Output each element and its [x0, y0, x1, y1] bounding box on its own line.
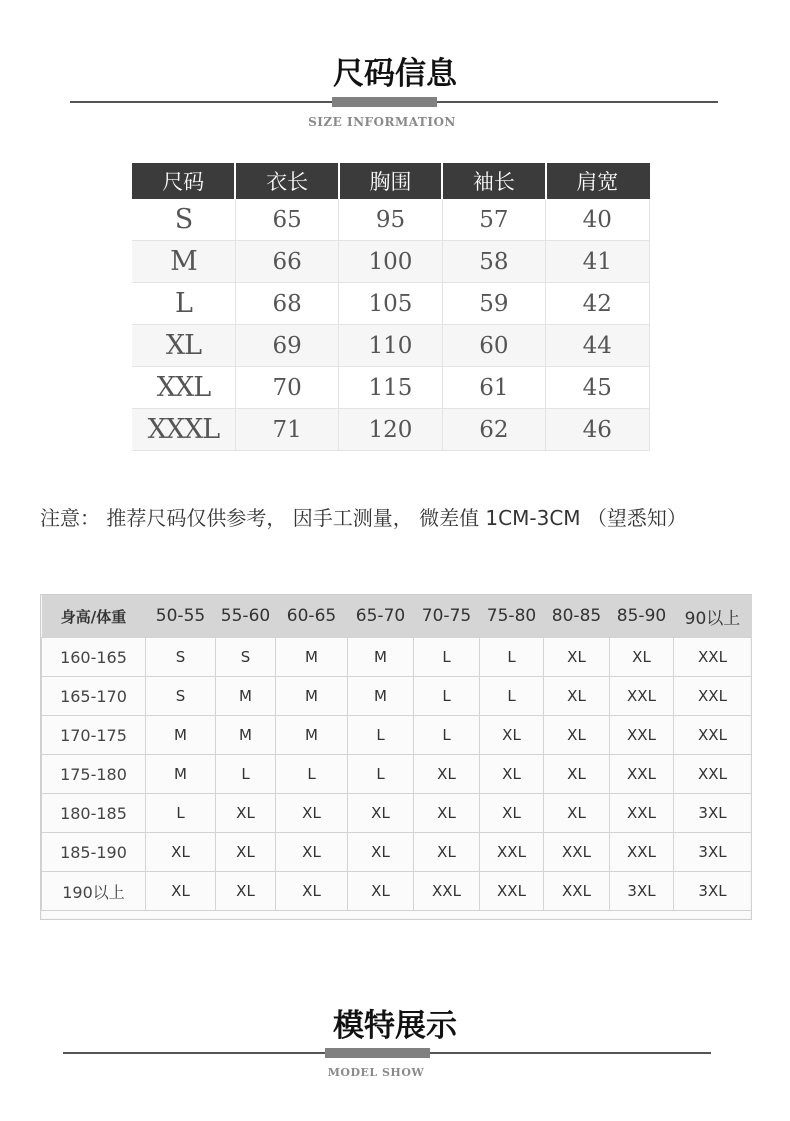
size-cell: XL [146, 872, 216, 911]
size-cell: M [132, 241, 235, 283]
sleeve-cell: 61 [442, 367, 545, 409]
size-cell: L [146, 794, 216, 833]
size-cell: XXL [544, 872, 610, 911]
recommendation-header-row [42, 595, 752, 638]
size-cell: S [132, 199, 235, 241]
size-cell: L [132, 283, 235, 325]
length-cell: 66 [235, 241, 338, 283]
size-cell: M [216, 716, 276, 755]
size-cell: M [276, 638, 348, 677]
table-row [132, 409, 649, 451]
height-cell: 165-170 [42, 677, 146, 716]
sleeve-cell: 58 [442, 241, 545, 283]
header-length: 衣长 [235, 163, 338, 199]
model-section-title: 模特展示 [333, 1008, 457, 1044]
table-row [42, 872, 752, 911]
size-cell: L [348, 755, 414, 794]
size-cell: XL [146, 833, 216, 872]
size-cell: XL [216, 872, 276, 911]
size-cell: XXL [610, 755, 674, 794]
size-cell: XL [414, 833, 480, 872]
size-cell: M [276, 716, 348, 755]
chest-cell: 95 [339, 199, 442, 241]
header-shoulder: 肩宽 [546, 163, 649, 199]
size-cell: XL [414, 755, 480, 794]
size-cell: XL [216, 794, 276, 833]
size-cell: XL [544, 677, 610, 716]
chest-cell: 100 [339, 241, 442, 283]
size-cell: XXL [610, 677, 674, 716]
size-cell: L [414, 716, 480, 755]
header-weight: 55-60 [216, 595, 276, 638]
height-cell: 175-180 [42, 755, 146, 794]
size-table-header-row [132, 163, 649, 199]
size-cell: XL [544, 794, 610, 833]
size-cell: 3XL [610, 872, 674, 911]
length-cell: 71 [235, 409, 338, 451]
size-cell: XL [276, 833, 348, 872]
height-cell: 170-175 [42, 716, 146, 755]
size-cell: XXL [480, 833, 544, 872]
header-height-weight: 身高/体重 [42, 595, 146, 638]
chest-cell: 115 [339, 367, 442, 409]
header-weight: 70-75 [414, 595, 480, 638]
recommendation-table [41, 595, 752, 911]
model-section-subtitle: MODEL SHOW [327, 1066, 425, 1079]
measurement-note: 注意： 推荐尺码仅供参考， 因手工测量， 微差值 1CM-3CM （望悉知） [40, 506, 687, 530]
size-cell: XL [480, 716, 544, 755]
table-row [132, 241, 649, 283]
size-section-subtitle: SIZE INFORMATION [308, 115, 456, 129]
shoulder-cell: 46 [546, 409, 649, 451]
header-size: 尺码 [132, 163, 235, 199]
header-sleeve: 袖长 [442, 163, 545, 199]
size-cell: XL [276, 794, 348, 833]
size-cell: M [216, 677, 276, 716]
sleeve-cell: 59 [442, 283, 545, 325]
size-table [132, 163, 650, 451]
size-cell: L [216, 755, 276, 794]
height-cell: 180-185 [42, 794, 146, 833]
shoulder-cell: 45 [546, 367, 649, 409]
size-cell: 3XL [674, 833, 752, 872]
size-cell: 3XL [674, 872, 752, 911]
size-cell: L [480, 638, 544, 677]
length-cell: 68 [235, 283, 338, 325]
header-weight: 60-65 [276, 595, 348, 638]
shoulder-cell: 41 [546, 241, 649, 283]
size-cell: XL [610, 638, 674, 677]
size-cell: XXL [544, 833, 610, 872]
size-cell: M [146, 716, 216, 755]
size-cell: XL [544, 638, 610, 677]
shoulder-cell: 40 [546, 199, 649, 241]
chest-cell: 120 [339, 409, 442, 451]
table-row [132, 283, 649, 325]
size-section-title: 尺码信息 [333, 56, 457, 92]
size-cell: S [146, 638, 216, 677]
size-cell: XL [132, 325, 235, 367]
table-row [42, 677, 752, 716]
table-row [132, 199, 649, 241]
size-cell: M [348, 677, 414, 716]
model-title-accent [325, 1048, 430, 1058]
size-cell: XXL [610, 716, 674, 755]
size-cell: XXL [674, 716, 752, 755]
size-cell: M [348, 638, 414, 677]
size-cell: S [146, 677, 216, 716]
size-cell: L [480, 677, 544, 716]
sleeve-cell: 62 [442, 409, 545, 451]
table-row [42, 716, 752, 755]
header-weight: 90以上 [674, 595, 752, 638]
header-weight: 85-90 [610, 595, 674, 638]
size-cell: M [146, 755, 216, 794]
size-cell: XL [348, 872, 414, 911]
size-cell: XL [480, 794, 544, 833]
chest-cell: 110 [339, 325, 442, 367]
size-cell: XXL [610, 833, 674, 872]
size-cell: L [276, 755, 348, 794]
size-cell: XL [480, 755, 544, 794]
table-row [132, 325, 649, 367]
recommendation-panel [40, 594, 752, 920]
size-cell: XL [544, 755, 610, 794]
table-row [42, 833, 752, 872]
size-cell: 3XL [674, 794, 752, 833]
size-cell: XXL [480, 872, 544, 911]
size-cell: XL [276, 872, 348, 911]
size-cell: XXL [414, 872, 480, 911]
header-weight: 75-80 [480, 595, 544, 638]
size-cell: M [276, 677, 348, 716]
header-weight: 80-85 [544, 595, 610, 638]
height-cell: 185-190 [42, 833, 146, 872]
table-row [132, 367, 649, 409]
length-cell: 69 [235, 325, 338, 367]
size-cell: XXL [674, 638, 752, 677]
size-cell: L [414, 638, 480, 677]
length-cell: 70 [235, 367, 338, 409]
size-cell: XXL [674, 755, 752, 794]
size-cell: XXL [674, 677, 752, 716]
table-row [42, 755, 752, 794]
header-weight: 50-55 [146, 595, 216, 638]
sleeve-cell: 57 [442, 199, 545, 241]
size-cell: XXL [610, 794, 674, 833]
size-cell: L [414, 677, 480, 716]
size-cell: XXL [132, 367, 235, 409]
size-title-accent [332, 97, 437, 107]
table-row [42, 638, 752, 677]
header-weight: 65-70 [348, 595, 414, 638]
chest-cell: 105 [339, 283, 442, 325]
height-cell: 190以上 [42, 872, 146, 911]
size-cell: S [216, 638, 276, 677]
size-cell: XXXL [132, 409, 235, 451]
size-cell: XL [544, 716, 610, 755]
shoulder-cell: 44 [546, 325, 649, 367]
size-cell: L [348, 716, 414, 755]
shoulder-cell: 42 [546, 283, 649, 325]
header-chest: 胸围 [339, 163, 442, 199]
table-row [42, 794, 752, 833]
size-cell: XL [348, 833, 414, 872]
length-cell: 65 [235, 199, 338, 241]
sleeve-cell: 60 [442, 325, 545, 367]
size-cell: XL [414, 794, 480, 833]
size-cell: XL [216, 833, 276, 872]
size-cell: XL [348, 794, 414, 833]
height-cell: 160-165 [42, 638, 146, 677]
